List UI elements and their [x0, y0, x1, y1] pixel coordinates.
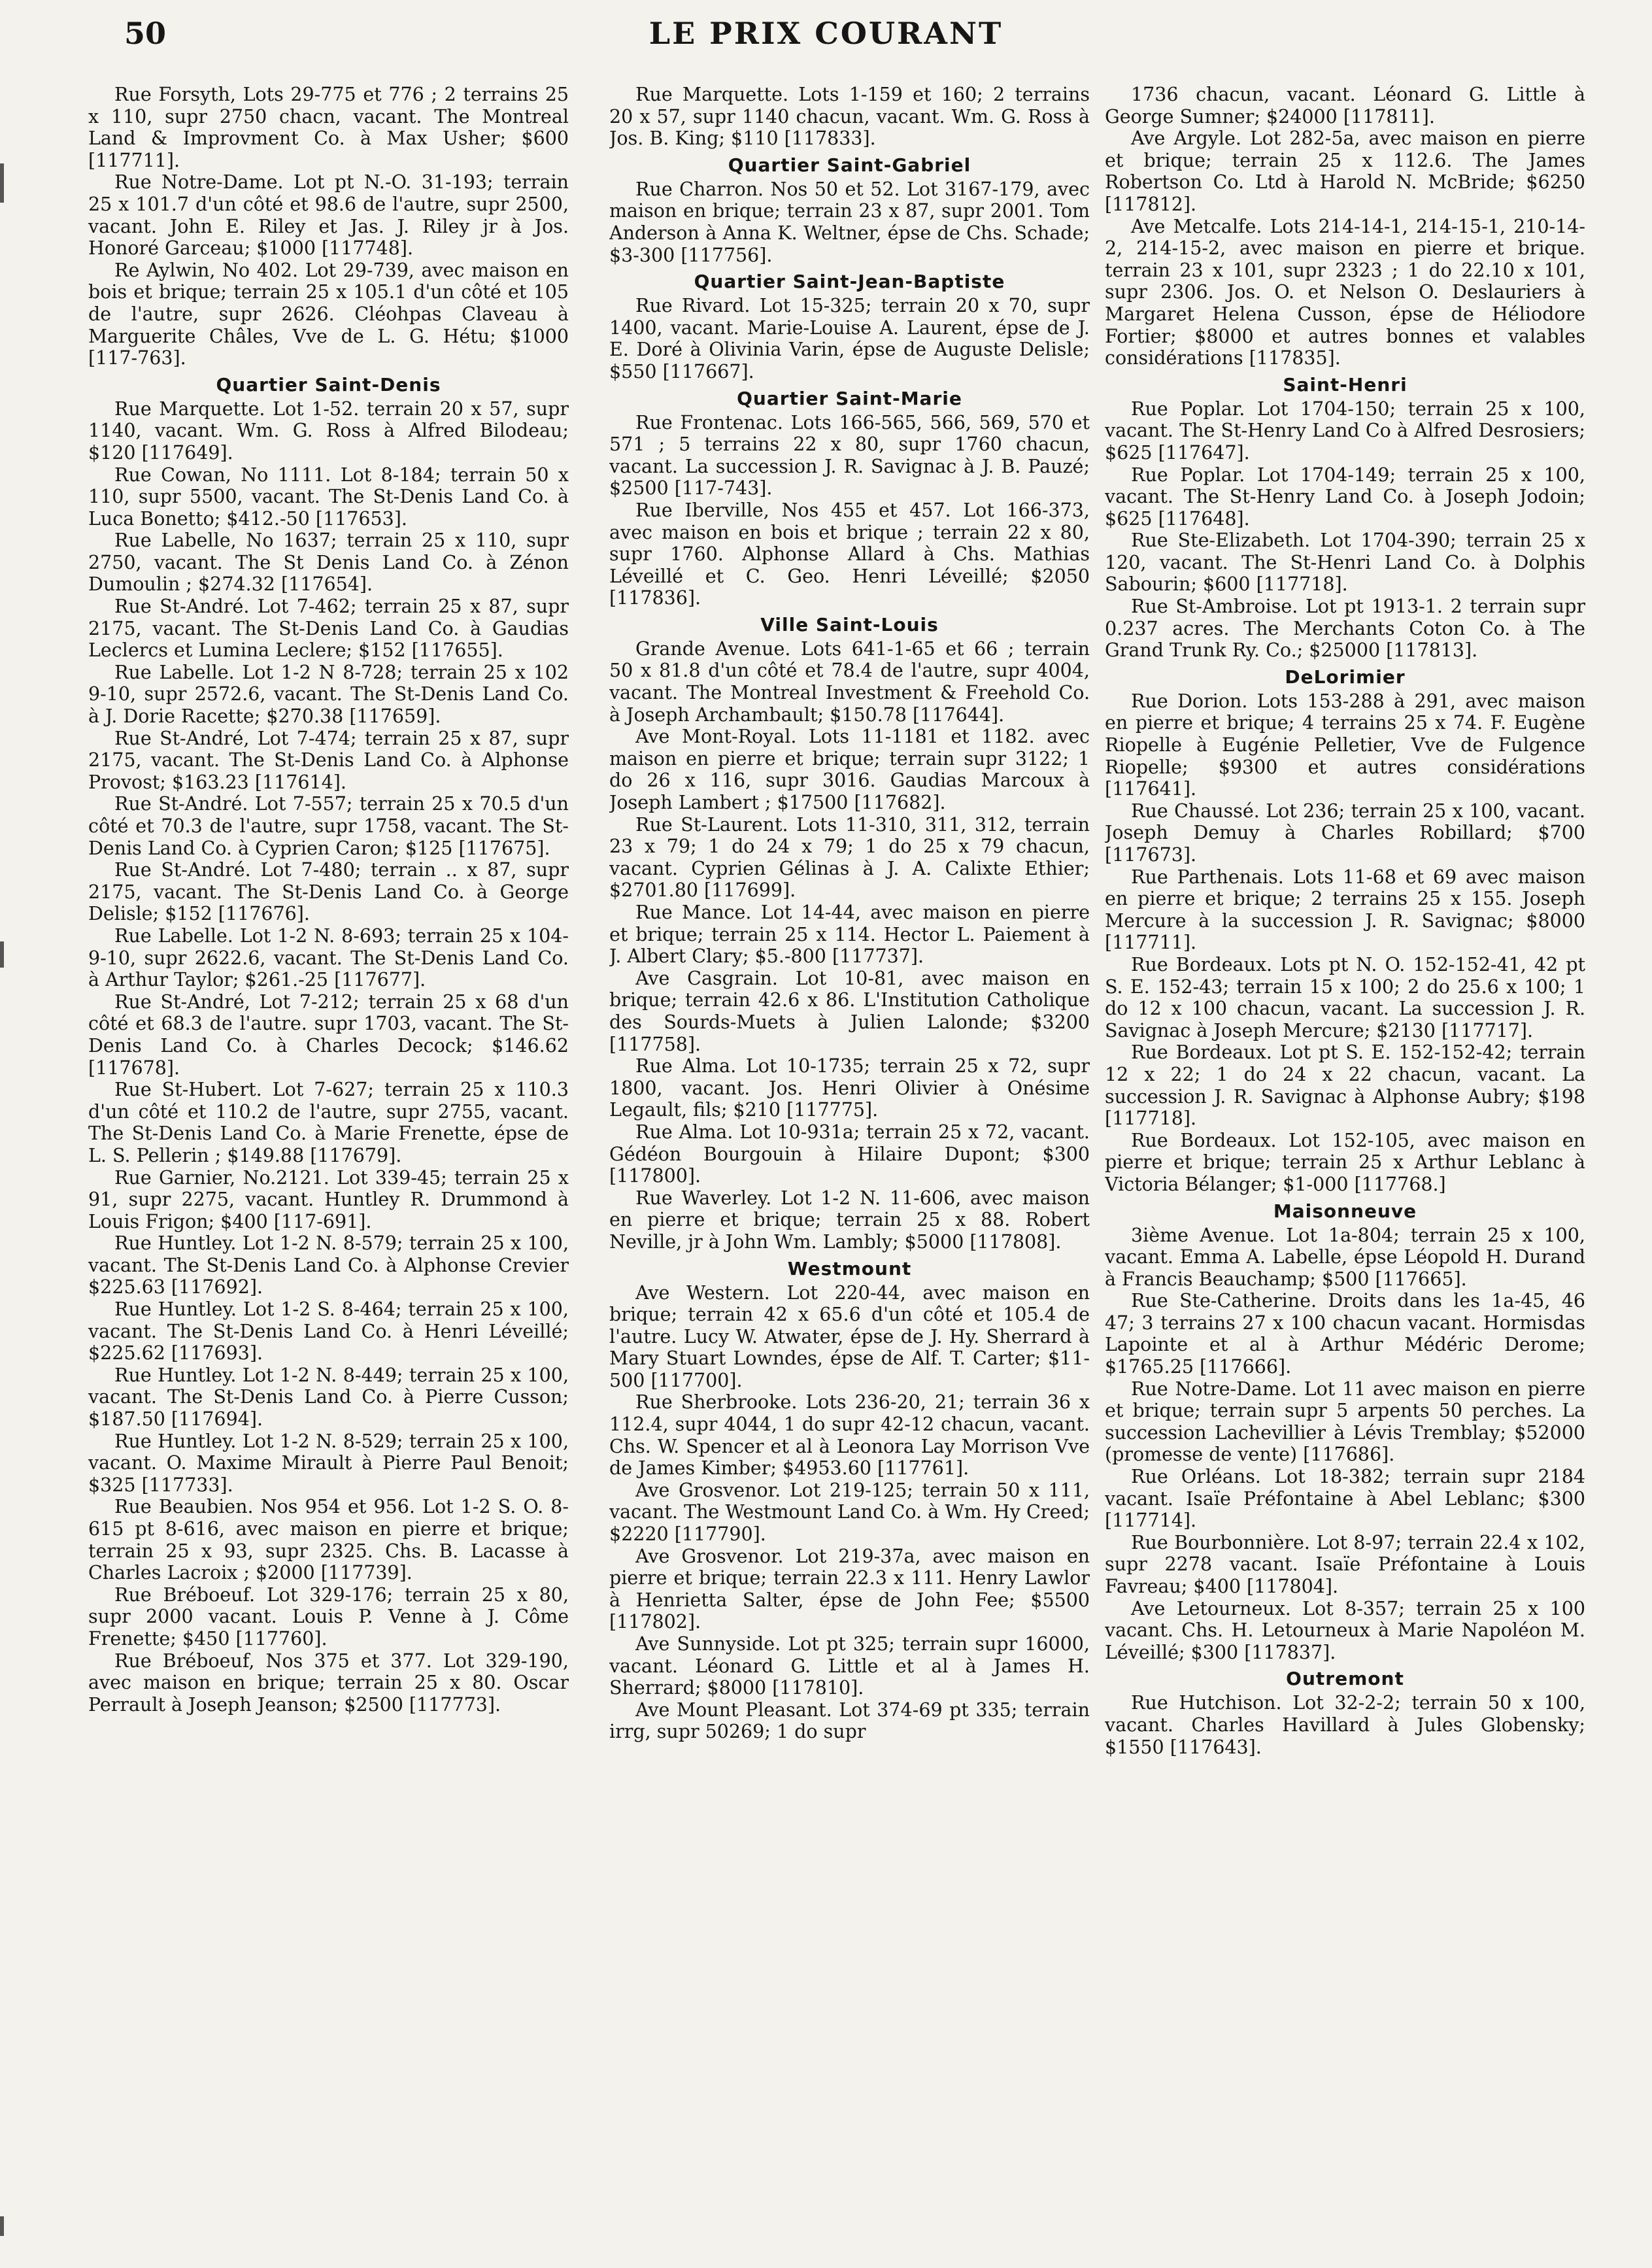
section-heading: DeLorimier [1285, 666, 1406, 688]
sale-entry: Ave Casgrain. Lot 10-81, avec maison en brique; terrain 42.6 x 86. L'Institution Catholique des Sourds-Muets à Julien Lalonde; $3200 [117758]. [609, 967, 1090, 1055]
sale-entry: Rue Garnier, No.2121. Lot 339-45; terrain 25 x 91, supr 2275, vacant. Huntley R. Drummond à Louis Frigon; $400 [117-691]. [88, 1166, 569, 1232]
sale-entry: Ave Metcalfe. Lots 214-14-1, 214-15-1, 210-14-2, 214-15-2, avec maison en pierre et brique. terrain 23 x 101, supr 2323 ; 1 do 22.10 x 101, supr 2306. Jos. O. et Nelson O. Deslauriers à Margaret Helena Cusson, épse de Héliodore Fortier; $8000 et autres bonnes et valables considérations [117835]. [1105, 215, 1585, 369]
sale-entry: Rue Bordeaux. Lots pt N. O. 152-152-41, 42 pt S. E. 152-43; terrain 15 x 100; 2 do 25.6 x 100; 1 do 12 x 100 chacun, vacant. La succession J. R. Savignac à Joseph Mercure; $2130 [117717]. [1105, 953, 1585, 1041]
sale-entry: Rue Charron. Nos 50 et 52. Lot 3167-179, avec maison en brique; terrain 23 x 87, supr 2001. Tom Anderson à Anna K. Weltner, épse de Chs. Schade; $3-300 [117756]. [609, 178, 1090, 266]
section-heading: Maisonneuve [1273, 1200, 1417, 1222]
binding-edge-mark [0, 2216, 4, 2236]
sale-entry: Ave Sunnyside. Lot pt 325; terrain supr 16000, vacant. Léonard G. Little et al à James H. Sherrard; $8000 [117810]. [609, 1633, 1090, 1699]
sale-entry: Rue Bréboeuf, Nos 375 et 377. Lot 329-190, avec maison en brique; terrain 25 x 80. Oscar Perrault à Joseph Jeanson; $2500 [117773]. [88, 1650, 569, 1716]
sale-entry: Ave Grosvenor. Lot 219-37a, avec maison en pierre et brique; terrain 22.3 x 111. Henry Lawlor à Henrietta Salter, épse de John Fee; $5500 [117802]. [609, 1545, 1090, 1633]
section-heading: Quartier Saint-Marie [737, 387, 962, 409]
sale-entry: Ave Letourneux. Lot 8-357; terrain 25 x 100 vacant. Chs. H. Letourneux à Marie Napoléon M. Léveillé; $300 [117837]. [1105, 1597, 1585, 1663]
sale-entry: Ave Mont-Royal. Lots 11-1181 et 1182. avec maison en pierre et brique; terrain supr 3122; 1 do 26 x 116, supr 3016. Gaudias Marcoux à Joseph Lambert ; $17500 [117682]. [609, 726, 1090, 814]
column-3 [1105, 84, 1585, 2248]
section-heading: Quartier Saint-Gabriel [728, 154, 971, 176]
sale-entry: Rue Parthenais. Lots 11-68 et 69 avec maison en pierre et brique; 2 terrains 25 x 155. Joseph Mercure à la succession J. R. Savignac; $8000 [117711]. [1105, 866, 1585, 954]
sale-entry: Rue Ste-Catherine. Droits dans les 1a-45, 46 47; 3 terrains 27 x 100 chacun vacant. Hormisdas Lapointe et al à Arthur Médéric Derome; $1765.25 [117666]. [1105, 1290, 1585, 1378]
column-1 [88, 84, 569, 2248]
binding-edge-mark [0, 941, 4, 968]
sale-entry: Rue St-Laurent. Lots 11-310, 311, 312, terrain 23 x 79; 1 do 24 x 79; 1 do 25 x 79 chacun, vacant. Cyprien Gélinas à J. A. Calixte Ethier; $2701.80 [117699]. [609, 813, 1090, 902]
sale-entry: Rue Bordeaux. Lot 152-105, avec maison en pierre et brique; terrain 25 x Arthur Leblanc à Victoria Bélanger; $1-000 [117768.] [1105, 1129, 1585, 1195]
sale-entry: Rue Labelle, No 1637; terrain 25 x 110, supr 2750, vacant. The St Denis Land Co. à Zénon Dumoulin ; $274.32 [117654]. [88, 530, 569, 596]
sale-entry: Rue Hutchison. Lot 32-2-2; terrain 50 x 100, vacant. Charles Havillard à Jules Globensky; $1550 [117643]. [1105, 1692, 1585, 1758]
sale-entry: Rue Beaubien. Nos 954 et 956. Lot 1-2 S. O. 8-615 pt 8-616, avec maison en pierre et brique; terrain 25 x 93, supr 2325. Chs. B. Lacasse à Charles Lacroix ; $2000 [117739]. [88, 1496, 569, 1584]
sale-entry: Rue Dorion. Lots 153-288 à 291, avec maison en pierre et brique; 4 terrains 25 x 74. F. Eugène Riopelle à Eugénie Pelletier, Vve de Fulgence Riopelle; $9300 et autres considérations [117641]. [1105, 690, 1585, 800]
sale-entry: Rue Ste-Elizabeth. Lot 1704-390; terrain 25 x 120, vacant. The St-Henri Land Co. à Dolphis Sabourin; $600 [117718]. [1105, 530, 1585, 596]
sale-entry: Rue Notre-Dame. Lot pt N.-O. 31-193; terrain 25 x 101.7 d'un côté et 98.6 de l'autre, supr 2500, vacant. John E. Riley et Jas. J. Riley jr à Jos. Honoré Garceau; $1000 [117748]. [88, 171, 569, 260]
sale-entry: Rue Marquette. Lots 1-159 et 160; 2 terrains 20 x 57, supr 1140 chacun, vacant. Wm. G. Ross à Jos. B. King; $110 [117833]. [609, 84, 1090, 150]
sale-entry: Rue Poplar. Lot 1704-150; terrain 25 x 100, vacant. The St-Henry Land Co à Alfred Desrosiers; $625 [117647]. [1105, 398, 1585, 464]
column-2 [609, 84, 1090, 2248]
sale-entry: Rue Frontenac. Lots 166-565, 566, 569, 570 et 571 ; 5 terrains 22 x 80, supr 1760 chacun, vacant. La succession J. R. Savignac à J. B. Pauzé; $2500 [117-743]. [609, 411, 1090, 499]
section-heading: Quartier Saint-Jean-Baptiste [694, 271, 1005, 293]
sale-entry: Rue Iberville, Nos 455 et 457. Lot 166-373, avec maison en bois et brique ; terrain 22 x 80, supr 1760. Alphonse Allard à Chs. Mathias Léveillé et C. Geo. Henri Léveillé; $2050 [117836]. [609, 499, 1090, 609]
sale-entry: Re Aylwin, No 402. Lot 29-739, avec maison en bois et brique; terrain 25 x 105.1 d'un côté et 105 de l'autre, supr 2626. Cléohpas Claveau à Marguerite Châles, Vve de L. G. Hétu; $1000 [117-763]. [88, 259, 569, 369]
sale-entry: Rue Mance. Lot 14-44, avec maison en pierre et brique; terrain 25 x 114. Hector L. Paiement à J. Albert Clary; $5.-800 [117737]. [609, 902, 1090, 968]
sale-entry: Rue Bréboeuf. Lot 329-176; terrain 25 x 80, supr 2000 vacant. Louis P. Venne à J. Côme Frenette; $450 [117760]. [88, 1583, 569, 1650]
sale-entry: Rue Rivard. Lot 15-325; terrain 20 x 70, supr 1400, vacant. Marie-Louise A. Laurent, épse de J. E. Doré à Olivinia Varin, épse de Auguste Delisle; $550 [117667]. [609, 295, 1090, 382]
sale-entry: Rue Chaussé. Lot 236; terrain 25 x 100, vacant. Joseph Demuy à Charles Robillard; $700 [117673]. [1105, 800, 1585, 866]
sale-entry: Rue Alma. Lot 10-931a; terrain 25 x 72, vacant. Gédéon Bourgouin à Hilaire Dupont; $300 [117800]. [609, 1121, 1090, 1187]
page-number: 50 [124, 16, 167, 51]
sale-entry: Rue St-André, Lot 7-212; terrain 25 x 68 d'un côté et 68.3 de l'autre. supr 1703, vacant. The St-Denis Land Co. à Charles Decock; $146.62 [117678]. [88, 990, 569, 1079]
sale-entry: 1736 chacun, vacant. Léonard G. Little à George Sumner; $24000 [117811]. [1105, 84, 1585, 127]
binding-edge-mark [0, 163, 4, 203]
sale-entry: Rue Orléans. Lot 18-382; terrain supr 2184 vacant. Isaïe Préfontaine à Abel Leblanc; $300 [117714]. [1105, 1466, 1585, 1532]
sale-entry: Rue Notre-Dame. Lot 11 avec maison en pierre et brique; terrain supr 5 arpents 50 perches. La succession Lachevillier à Lévis Tremblay; $52000 (promesse de vente) [117686]. [1105, 1378, 1585, 1466]
sale-entry: 3ième Avenue. Lot 1a-804; terrain 25 x 100, vacant. Emma A. Labelle, épse Léopold H. Durand à Francis Beauchamp; $500 [117665]. [1105, 1224, 1585, 1290]
sale-entry: Rue Bordeaux. Lot pt S. E. 152-152-42; terrain 12 x 22; 1 do 24 x 22 chacun, vacant. La succession J. R. Savignac à Alphonse Aubry; $198 [117718]. [1105, 1041, 1585, 1130]
sale-entry: Grande Avenue. Lots 641-1-65 et 66 ; terrain 50 x 81.8 d'un côté et 78.4 de l'autre, supr 4004, vacant. The Montreal Investment & Freehold Co. à Joseph Archambault; $150.78 [117644]. [609, 637, 1090, 726]
sale-entry: Rue St-André. Lot 7-557; terrain 25 x 70.5 d'un côté et 70.3 de l'autre, supr 1758, vacant. The St-Denis Land Co. à Cyprien Caron; $125 [117675]. [88, 793, 569, 859]
section-heading: Outremont [1286, 1668, 1404, 1690]
section-heading: Westmount [787, 1257, 912, 1279]
sale-entry: Rue Forsyth, Lots 29-775 et 776 ; 2 terrains 25 x 110, supr 2750 chacn, vacant. The Montreal Land & Improvment Co. à Max Usher; $600 [117711]. [88, 84, 569, 171]
sale-entry: Rue Alma. Lot 10-1735; terrain 25 x 72, supr 1800, vacant. Jos. Henri Olivier à Onésime Legault, fils; $210 [117775]. [609, 1055, 1090, 1121]
sale-entry: Rue Marquette. Lot 1-52. terrain 20 x 57, supr 1140, vacant. Wm. G. Ross à Alfred Bilodeau; $120 [117649]. [88, 398, 569, 464]
sale-entry: Rue Labelle. Lot 1-2 N. 8-693; terrain 25 x 104-9-10, supr 2622.6, vacant. The St-Denis Land Co. à Arthur Taylor; $261.-25 [117677]. [88, 924, 569, 991]
sale-entry: Rue St-Ambroise. Lot pt 1913-1. 2 terrain supr 0.237 acres. The Merchants Coton Co. à The Grand Trunk Ry. Co.; $25000 [117813]. [1105, 596, 1585, 662]
sale-entry: Rue Sherbrooke. Lots 236-20, 21; terrain 36 x 112.4, supr 4044, 1 do supr 42-12 chacun, vacant. Chs. W. Spencer et al à Leonora Lay Morrison Vve de James Kimber; $4953.60 [117761]. [609, 1391, 1090, 1480]
sale-entry: Rue Waverley. Lot 1-2 N. 11-606, avec maison en pierre et brique; terrain 25 x 88. Robert Neville, jr à John Wm. Lambly; $5000 [117808]. [609, 1187, 1090, 1253]
sale-entry: Rue Huntley. Lot 1-2 S. 8-464; terrain 25 x 100, vacant. The St-Denis Land Co. à Henri Léveillé; $225.62 [117693]. [88, 1298, 569, 1364]
section-heading: Quartier Saint-Denis [216, 373, 441, 396]
sale-entry: Ave Argyle. Lot 282-5a, avec maison en pierre et brique; terrain 25 x 112.6. The James Robertson Co. Ltd à Harold N. McBride; $6250 [117812]. [1105, 127, 1585, 215]
sale-entry: Rue Huntley. Lot 1-2 N. 8-529; terrain 25 x 100, vacant. O. Maxime Mirault à Pierre Paul Benoit; $325 [117733]. [88, 1430, 569, 1496]
sale-entry: Rue St-André, Lot 7-474; terrain 25 x 87, supr 2175, vacant. The St-Denis Land Co. à Alphonse Provost; $163.23 [117614]. [88, 727, 569, 793]
section-heading: Ville Saint-Louis [760, 613, 939, 635]
sale-entry: Rue Cowan, No 1111. Lot 8-184; terrain 50 x 110, supr 5500, vacant. The St-Denis Land Co. à Luca Bonetto; $412.-50 [117653]. [88, 464, 569, 530]
sale-entry: Rue St-Hubert. Lot 7-627; terrain 25 x 110.3 d'un côté et 110.2 de l'autre, supr 2755, vacant. The St-Denis Land Co. à Marie Frenette, épse de L. S. Pellerin ; $149.88 [117679]. [88, 1079, 569, 1166]
sale-entry: Rue Huntley. Lot 1-2 N. 8-579; terrain 25 x 100, vacant. The St-Denis Land Co. à Alphonse Crevier $225.63 [117692]. [88, 1232, 569, 1298]
sale-entry: Ave Grosvenor. Lot 219-125; terrain 50 x 111, vacant. The Westmount Land Co. à Wm. Hy Creed; $2220 [117790]. [609, 1479, 1090, 1546]
sale-entry: Ave Mount Pleasant. Lot 374-69 pt 335; terrain irrg, supr 50269; 1 do supr [609, 1699, 1090, 1743]
section-heading: Saint-Henri [1283, 373, 1408, 396]
sale-entry: Rue St-André. Lot 7-462; terrain 25 x 87, supr 2175, vacant. The St-Denis Land Co. à Gaudias Leclercs et Lumina Leclere; $152 [117655]. [88, 596, 569, 662]
sale-entry: Rue Labelle. Lot 1-2 N 8-728; terrain 25 x 102 9-10, supr 2572.6, vacant. The St-Denis Land Co. à J. Dorie Racette; $270.38 [117659]. [88, 661, 569, 728]
running-head: LE PRIX COURANT [649, 16, 1003, 51]
sale-entry: Rue Bourbonnière. Lot 8-97; terrain 22.4 x 102, supr 2278 vacant. Isaïe Préfontaine à Louis Favreau; $400 [117804]. [1105, 1531, 1585, 1597]
sale-entry: Ave Western. Lot 220-44, avec maison en brique; terrain 42 x 65.6 d'un côté et 105.4 de l'autre. Lucy W. Atwater, épse de J. Hy. Sherrard à Mary Stuart Lowndes, épse de Alf. T. Carter; $11-500 [117700]. [609, 1281, 1090, 1391]
sale-entry: Rue Huntley. Lot 1-2 N. 8-449; terrain 25 x 100, vacant. The St-Denis Land Co. à Pierre Cusson; $187.50 [117694]. [88, 1364, 569, 1430]
sale-entry: Rue Poplar. Lot 1704-149; terrain 25 x 100, vacant. The St-Henry Land Co. à Joseph Jodoin; $625 [117648]. [1105, 464, 1585, 530]
sale-entry: Rue St-André. Lot 7-480; terrain .. x 87, supr 2175, vacant. The St-Denis Land Co. à George Delisle; $152 [117676]. [88, 859, 569, 925]
